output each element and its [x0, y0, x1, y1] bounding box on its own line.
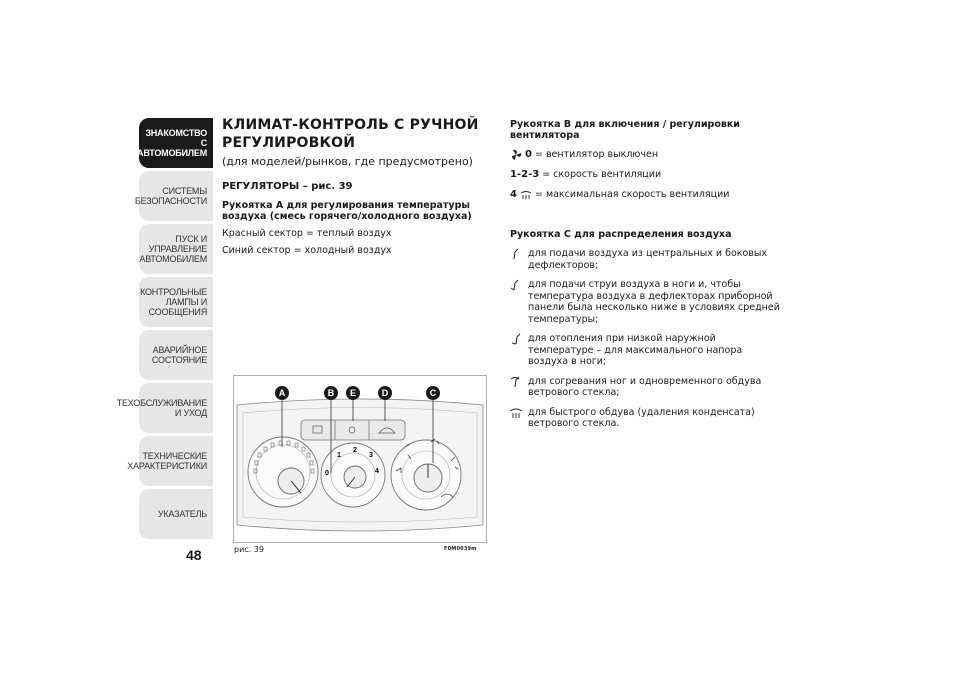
knob-b-heading: Рукоятка B для включения / регулировки вентилятора: [510, 119, 740, 141]
spacer: [510, 209, 780, 229]
tab-technical-specs[interactable]: [127, 436, 213, 486]
tab-label: ПУСК И УПРАВЛЕНИЕ АВТОМОБИЛЕМ: [139, 234, 207, 264]
figure-caption: рис. 39: [234, 545, 264, 554]
tab-getting-to-know[interactable]: [139, 118, 213, 168]
right-column: [510, 119, 780, 438]
fan-text-123: = скорость вентиляции: [542, 169, 662, 180]
face-vent-icon: [510, 248, 522, 260]
climate-panel-drawing: [233, 375, 487, 543]
distribution-item: [510, 248, 780, 271]
callout-e: [346, 386, 360, 400]
callout-a: [275, 386, 289, 400]
max-fan-icon: [520, 189, 532, 201]
callout-b: [324, 386, 338, 400]
fan-mark-0: 0: [325, 470, 329, 477]
fan-speed-row: [510, 189, 780, 201]
knob-c[interactable]: [391, 439, 461, 510]
fan-mark-4: 4: [375, 468, 379, 475]
svg-text:E: E: [349, 388, 357, 398]
fan-off-icon: [510, 149, 522, 161]
page-title: КЛИМАТ-КОНТРОЛЬ С РУЧНОЙ РЕГУЛИРОВКОЙ: [222, 117, 479, 151]
distribution-item: [510, 279, 780, 325]
tab-label: УКАЗАТЕЛЬ: [157, 509, 207, 519]
fan-key-0: 0: [525, 149, 532, 160]
feet-windshield-icon: [510, 376, 522, 388]
distribution-item: [510, 376, 780, 399]
callout-d: [378, 386, 392, 400]
tab-label: СИСТЕМЫ БЕЗОПАСНОСТИ: [134, 186, 208, 206]
fan-mark-3: 3: [369, 452, 373, 459]
callout-c: [426, 386, 440, 400]
chapter-sidebar: [116, 118, 213, 542]
distribution-text: для подачи воздуха из центральных и боковых дефлекторов;: [528, 248, 768, 271]
knob-a-heading: Рукоятка A для регулирования температуры воздуха (смесь горячего/холодного воздуха): [222, 200, 472, 222]
blue-sector-text: Синий сектор = холодный воздух: [222, 245, 392, 256]
tab-index[interactable]: [139, 489, 213, 539]
left-column: [222, 116, 492, 261]
fan-mark-2: 2: [353, 447, 357, 454]
distribution-text: для согревания ног и одновременного обдува ветрового стекла;: [528, 375, 762, 398]
climate-panel-figure: [233, 375, 487, 543]
knob-a[interactable]: [248, 437, 318, 507]
tab-label: ЗНАКОМСТВО С АВТОМОБИЛЕМ: [137, 128, 207, 158]
controls-heading: РЕГУЛЯТОРЫ – рис. 39: [222, 181, 353, 192]
distribution-text: для подачи струи воздуха в ноги и, чтобы температура воздуха в дефлекторах приборной панели была несколько ниже в условиях средней температуры;: [528, 279, 780, 325]
fan-text-4: = максимальная скорость вентиляции: [534, 189, 730, 200]
svg-text:D: D: [381, 388, 389, 398]
tab-maintenance[interactable]: [116, 383, 213, 433]
tab-warning-lights[interactable]: [139, 277, 213, 327]
tab-emergency[interactable]: [139, 330, 213, 380]
distribution-item: [510, 407, 780, 430]
tab-label: КОНТРОЛЬНЫЕ ЛАМПЫ И СООБЩЕНИЯ: [140, 287, 207, 317]
fan-mark-1: 1: [337, 452, 341, 459]
page-subtitle: (для моделей/рынков, где предусмотрено): [222, 155, 473, 168]
fan-speed-row: [510, 149, 780, 161]
tab-starting-driving[interactable]: [139, 224, 213, 274]
tab-safety-systems[interactable]: [134, 171, 213, 221]
distribution-text: для быстрого обдува (удаления конденсата) ветрового стекла.: [528, 406, 755, 429]
knob-c-heading: Рукоятка C для распределения воздуха: [510, 229, 732, 240]
distribution-text: для отопления при низкой наружной температуре – для максимального напора воздуха в ноги;: [528, 333, 743, 367]
distribution-item: [510, 333, 780, 368]
svg-text:B: B: [327, 388, 335, 398]
fan-text-0: = вентилятор выключен: [534, 149, 659, 160]
tab-label: АВАРИЙНОЕ СОСТОЯНИЕ: [151, 345, 207, 365]
figure-code: F0M0039m: [444, 546, 477, 552]
feet-vent-icon: [510, 333, 522, 345]
svg-text:C: C: [429, 388, 437, 398]
tab-label: ТЕХНИЧЕСКИЕ ХАРАКТЕРИСТИКИ: [127, 451, 207, 471]
fan-speed-row: [510, 169, 780, 181]
fan-key-123: 1-2-3: [510, 169, 540, 180]
tab-label: ТЕХОБСЛУЖИВАНИЕ И УХОД: [116, 398, 207, 418]
face-feet-icon: [510, 279, 522, 291]
windshield-defrost-icon: [510, 407, 522, 419]
page-number: 48: [186, 547, 202, 563]
red-sector-text: Красный сектор = теплый воздух: [222, 228, 392, 239]
fan-key-4: 4: [510, 189, 517, 200]
svg-text:A: A: [278, 388, 286, 398]
